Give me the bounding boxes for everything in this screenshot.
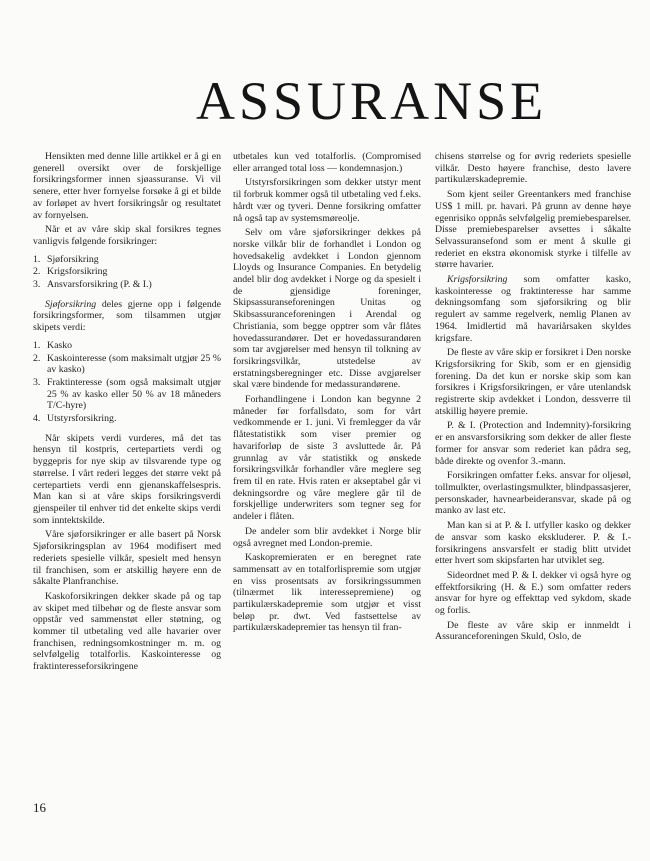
paragraph: Kaskoforsikringen dekker skade på og tap av skipet med tilbehør og de fleste ansvar som oppstår ved sammenstøt eller støtning, og kommer til utbetaling ved alle havarier over franchisen, redningsomkostninger m. m. og selvfølgelig totalforlis. Kaskointeresse og fraktinteresseforsikringene [33, 590, 221, 673]
list-item [33, 279, 221, 291]
emphasis-term: Krigsforsikring [447, 274, 508, 286]
paragraph: Våre sjøforsikringer er alle basert på Norsk Sjøforsikringsplan av 1964 modifisert med rederiets spesielle vilkår, spesielt med hensyn til franchisen, som er atskillig høyere enn de såkalte Planfranchise. [33, 529, 221, 588]
paragraph-text: som omfatter kasko, kaskointeresse og fraktinteresse har samme dekningsomfang som sjøforsikring og blir regulert av samme regelverk, nemlig Planen av 1964. Imidlertid må havariårsaken skyldes krigsfare. [435, 274, 631, 344]
marine-insurance-forms-list [33, 340, 221, 425]
list-text: Utstyrsforsikring. [47, 413, 117, 425]
paragraph: Som kjent seiler Greentankers med franchise US$ 1 mill. pr. havari. På grunn av denne høye egenrisiko oppnås selvfølgelig premiebesparelser. Disse premiebesparelser avsettes i såkalte Selvassuransefond som er ment å skulle gi rederiet en ekstra økonomisk styrke i tilfelle av større havarier. [435, 189, 631, 271]
paragraph: De andeler som blir avdekket i Norge blir også avregnet med London-premie. [233, 525, 421, 549]
list-item [33, 353, 221, 376]
paragraph: Kaskopremieraten er en beregnet rate sammensatt av en totalforlispremie som utgjør en viss prosentsats av forsikringssummen (tilnærmet lik interessepremiene) og partikulærskadepremie som utgjør et visst beløp pr. dwt. Ved fastsettelse av partikulærskadepremier tas hensyn til fran- [233, 552, 421, 634]
paragraph: Når skipets verdi vurderes, må det tas hensyn til kostpris, certepartiets verdi og byggepris for nye skip av tilsvarende type og størrelse. I vårt rederi legges det større vekt på certepartiets verdi enn gjenanskaffelsespris. Man kan si at våre skips forsikringsverdi gjenspeiler til enhver tid det enkelte skips verdi som inntektskilde. [33, 432, 221, 526]
emphasis-term: Sjøforsikring [45, 298, 97, 310]
list-item [33, 413, 221, 425]
paragraph [435, 274, 631, 344]
list-text: Kasko [47, 339, 73, 351]
list-item [33, 266, 221, 278]
paragraph: Utstyrsforsikringen som dekker utstyr ment til forbruk kommer også til utbetaling ved f.eks. hårdt vær og tyveri. Denne forsikring omfatter nå også tap av systemsmøreolje. [233, 177, 422, 224]
list-text: Fraktinteresse (som også maksimalt utgjør 25 % av kasko eller 50 % av 18 måneders T/C-hyre) [47, 376, 221, 412]
list-number: 4. [33, 413, 41, 425]
article-title: ASSURANSE [196, 71, 548, 132]
paragraph: Forsikringen omfatter f.eks. ansvar for oljesøl, tollmulkter, overlastingsmulkter, blindpassasjerer, personskader, havnearbeideransvar, skade på og manko av last etc. [435, 470, 631, 517]
paragraph: P. & I. (Protection and Indemnity)-forsikring er en ansvarsforsikring som dekker de aller fleste former for ansvar som rederiet kan pådra seg, både direkte og ovenfor 3.-mann. [435, 420, 631, 467]
paragraph: Forhandlingene i London kan begynne 2 måneder før forfallsdato, som for vårt vedkommende er 1. juni. Vi fremlegger da vår flåtestatistikk som viser premier og havariforløp de siste 3 avsluttede år. På grunnlag av vår statistikk og ønskede forsikringsvilkår forhandler våre meglere seg frem til en rate. Hvis raten er akseptabel går vi dekningsordre og våre meglere går til de forskjellige underwriters som tegner seg for andeler i flåten. [233, 394, 421, 523]
list-number: 1. [33, 253, 41, 265]
paragraph: Selv om våre sjøforsikringer dekkes på norske vilkår blir de forhandlet i London og hovedsakelig avdekket i London gjennom Lloyds og Insurance Companies. En betydelig andel blir dog avdekket i Norge og da spesielt i de gjensidige foreninger, Skipsassuranseforeningen Unitas og Skibsassuranceforeningen i Arendal og Christiania, som begge opptrer som vår flåtes hovedassurandører. Det er hovedassurandøren som tar avgjørelser med hensyn til tolkning av forsikringsvilkår, utstedelse av erstatningsberegninger etc. Disse avgjørelser skal være bindende for medassurandørene. [233, 227, 421, 391]
text-column-1 [33, 151, 221, 676]
paragraph: chisens størrelse og for øvrig rederiets spesielle vilkår. Desto høyere franchise, desto lavere partikulærskadepremie. [435, 151, 631, 186]
page-number: 16 [33, 800, 46, 815]
list-number: 3. [33, 279, 41, 291]
list-number: 2. [33, 352, 41, 364]
list-number: 3. [33, 376, 41, 388]
paragraph: De fleste av våre skip er forsikret i Den norske Krigsforsikring for Skib, som er en gjensidig forening. Da det kun er norske skip som kan forsikres i Krigsforsikringen, er våre utenlandsk registrerte skip avdekket i London, dessverre til atskillig høyere premie. [435, 347, 631, 417]
list-item [33, 340, 221, 352]
paragraph: Man kan si at P. & I. utfyller kasko og dekker de ansvar som kasko ekskluderer. P. & I.-forsikringens ansvarsfelt er stadig blitt utvidet etter hvert som skipsfarten har utviklet seg. [435, 520, 631, 567]
paragraph-text: deles gjerne opp i følgende forsikringsformer, som tilsammen utgjør skipets verdi: [33, 298, 221, 334]
paragraph: utbetales kun ved totalforlis. (Compromised eller arranged total loss — kondemnasjon.) [233, 151, 421, 174]
paragraph: De fleste av våre skip er innmeldt i Assuranceforeningen Skuld, Oslo, de [435, 619, 631, 643]
text-column-2 [233, 151, 421, 637]
list-text: Krigsforsikring [47, 266, 108, 278]
list-text: Ansvarsforsikring (P. & I.) [47, 279, 152, 291]
list-text: Kaskointeresse (som maksimalt utgjør 25 % av kasko) [47, 352, 221, 376]
text-column-3 [435, 151, 631, 646]
list-item [33, 377, 221, 412]
insurance-types-list [33, 254, 221, 291]
paragraph [33, 299, 221, 334]
paragraph: Hensikten med denne lille artikkel er å gi en generell oversikt over de forskjellige forsikringsformer innen sjøassuranse. Vi vil senere, etter hver fornyelse forsøke å gi et bilde av forløpet av hvert forsikringsår og resultatet av fornyelsen. [33, 151, 221, 221]
list-item [33, 254, 221, 266]
paragraph: Sideordnet med P. & I. dekker vi også hyre og effektforsikring (H. & E.) som omfatter reders ansvar for hyre og effekttap ved sykdom, skade og forlis. [435, 569, 631, 617]
list-number: 1. [33, 339, 41, 351]
list-number: 2. [33, 266, 41, 278]
list-text: Sjøforsikring [47, 253, 99, 265]
paragraph: Når et av våre skip skal forsikres tegnes vanligvis følgende forsikringer: [33, 224, 221, 247]
